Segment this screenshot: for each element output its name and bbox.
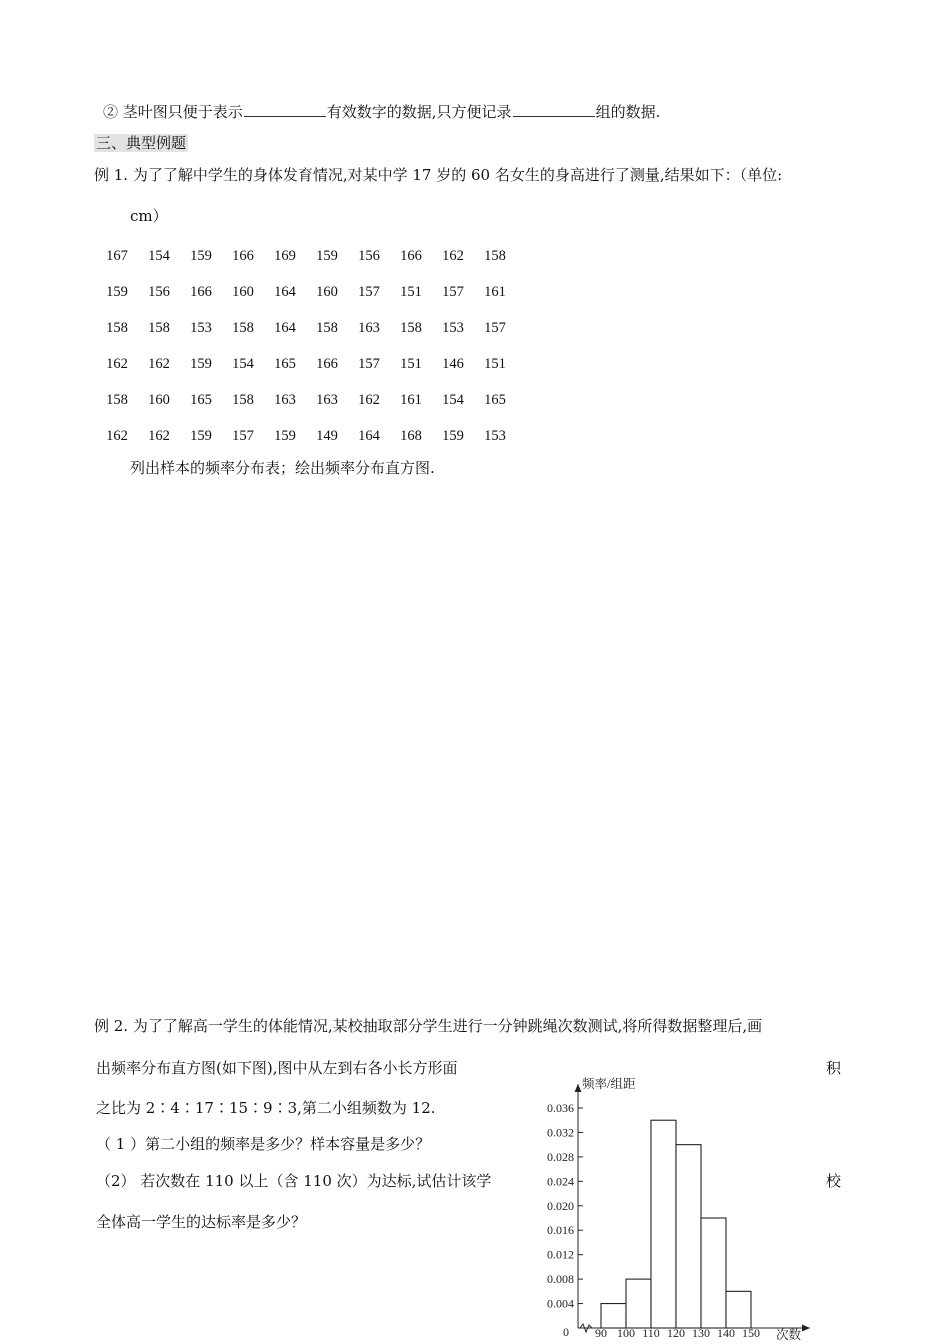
height-value: 161 xyxy=(484,283,506,300)
height-value: 159 xyxy=(316,247,338,264)
height-value: 166 xyxy=(400,247,422,264)
x-tick-label: 90 xyxy=(595,1326,607,1340)
height-value: 157 xyxy=(358,283,380,300)
height-data-row xyxy=(96,418,516,454)
answer-blank-2[interactable] xyxy=(513,102,595,117)
section-header-label: 三、典型例题 xyxy=(96,134,187,152)
height-value: 159 xyxy=(190,355,212,372)
height-data-row xyxy=(96,274,516,310)
height-data-row xyxy=(96,346,516,382)
height-value: 157 xyxy=(232,427,254,444)
height-value: 165 xyxy=(484,391,506,408)
height-data-row xyxy=(96,238,516,274)
height-value: 156 xyxy=(358,247,380,264)
height-data-row xyxy=(96,382,516,418)
y-tick-label: 0.032 xyxy=(547,1125,574,1140)
height-value: 166 xyxy=(190,283,212,300)
height-value: 159 xyxy=(442,427,464,444)
height-value: 165 xyxy=(274,355,296,372)
y-tick-label: 0.020 xyxy=(547,1198,574,1213)
height-value: 153 xyxy=(484,427,506,444)
x-tick-label: 130 xyxy=(692,1326,710,1340)
height-value: 158 xyxy=(400,319,422,336)
histogram-bar xyxy=(726,1291,751,1328)
height-value: 159 xyxy=(106,283,128,300)
histogram-bar xyxy=(626,1279,651,1328)
height-value: 158 xyxy=(148,319,170,336)
x-tick-label: 120 xyxy=(667,1326,685,1340)
histogram-bar xyxy=(601,1304,626,1328)
height-data-row xyxy=(96,310,516,346)
example1-unit: cm） xyxy=(130,207,168,225)
height-value: 159 xyxy=(190,247,212,264)
height-value: 153 xyxy=(190,319,212,336)
height-value: 158 xyxy=(484,247,506,264)
x-tick-label: 150 xyxy=(742,1326,760,1340)
example2-question1: （ 1 ）第二小组的频率是多少？样本容量是多少？ xyxy=(96,1135,431,1153)
height-value: 160 xyxy=(148,391,170,408)
height-value: 158 xyxy=(232,319,254,336)
height-value: 164 xyxy=(274,283,296,300)
height-value: 160 xyxy=(316,283,338,300)
height-value: 159 xyxy=(274,427,296,444)
x-tick-label: 140 xyxy=(717,1326,735,1340)
height-value: 162 xyxy=(106,427,128,444)
y-tick-label: 0.008 xyxy=(547,1272,574,1287)
y-tick-label: 0.028 xyxy=(547,1149,574,1164)
height-value: 165 xyxy=(190,391,212,408)
height-value: 163 xyxy=(316,391,338,408)
section-header xyxy=(94,133,188,153)
example1-task: 列出样本的频率分布表；绘出频率分布直方图. xyxy=(130,459,435,477)
height-value: 162 xyxy=(358,391,380,408)
height-data-table xyxy=(96,238,516,454)
answer-blank-1[interactable] xyxy=(244,102,326,117)
height-value: 164 xyxy=(274,319,296,336)
origin-label: 0 xyxy=(563,1325,569,1339)
example2-line3: 之比为 2∶4∶17∶15∶9∶3,第二小组频数为 12. xyxy=(96,1099,436,1117)
height-value: 154 xyxy=(148,247,170,264)
example2-line2b: 积 xyxy=(826,1059,842,1077)
height-value: 151 xyxy=(484,355,506,372)
x-axis-arrow xyxy=(802,1325,810,1332)
height-value: 162 xyxy=(442,247,464,264)
height-value: 158 xyxy=(106,391,128,408)
height-value: 154 xyxy=(442,391,464,408)
example2-line1: 例 2. 为了了解高一学生的体能情况,某校抽取部分学生进行一分钟跳绳次数测试,将所得数据整理后,画 xyxy=(94,1017,763,1035)
height-value: 163 xyxy=(358,319,380,336)
stem-leaf-note-part2: 有效数字的数据,只方便记录 xyxy=(326,103,512,121)
height-value: 168 xyxy=(400,427,422,444)
example2-line2a: 出频率分布直方图(如下图),图中从左到右各小长方形面 xyxy=(96,1059,458,1077)
example2-question2: （2） 若次数在 110 以上（含 110 次）为达标,试估计该学 xyxy=(96,1172,492,1190)
y-tick-label: 0.016 xyxy=(547,1223,574,1238)
frequency-histogram xyxy=(528,1076,818,1344)
height-value: 166 xyxy=(316,355,338,372)
example2-question2-cont: 全体高一学生的达标率是多少？ xyxy=(96,1213,307,1231)
height-value: 163 xyxy=(274,391,296,408)
height-value: 157 xyxy=(358,355,380,372)
histogram-bar xyxy=(676,1145,701,1328)
height-value: 159 xyxy=(190,427,212,444)
height-value: 160 xyxy=(232,283,254,300)
y-tick-label: 0.024 xyxy=(547,1174,574,1189)
y-tick-label: 0.012 xyxy=(547,1247,574,1262)
height-value: 164 xyxy=(358,427,380,444)
height-value: 157 xyxy=(442,283,464,300)
stem-leaf-note xyxy=(103,102,660,122)
example1-line1: 例 1. 为了了解中学生的身体发育情况,对某中学 17 岁的 60 名女生的身高进行了测量,结果如下：（单位: xyxy=(94,166,783,184)
height-value: 158 xyxy=(316,319,338,336)
height-value: 166 xyxy=(232,247,254,264)
x-tick-label: 100 xyxy=(617,1326,635,1340)
height-value: 149 xyxy=(316,427,338,444)
stem-leaf-note-part1: ② 茎叶图只便于表示 xyxy=(103,103,243,121)
y-tick-label: 0.004 xyxy=(547,1296,574,1311)
y-axis-arrow xyxy=(575,1084,582,1092)
height-value: 151 xyxy=(400,355,422,372)
height-value: 161 xyxy=(400,391,422,408)
height-value: 154 xyxy=(232,355,254,372)
y-tick-label: 0.036 xyxy=(547,1101,574,1115)
height-value: 162 xyxy=(148,355,170,372)
height-value: 146 xyxy=(442,355,464,372)
height-value: 158 xyxy=(106,319,128,336)
height-value: 156 xyxy=(148,283,170,300)
stem-leaf-note-part3: 组的数据. xyxy=(595,103,661,121)
height-value: 158 xyxy=(232,391,254,408)
height-value: 151 xyxy=(400,283,422,300)
height-value: 162 xyxy=(106,355,128,372)
histogram-bar xyxy=(701,1218,726,1328)
height-value: 157 xyxy=(484,319,506,336)
height-value: 153 xyxy=(442,319,464,336)
height-value: 169 xyxy=(274,247,296,264)
y-axis-label: 频率/组距 xyxy=(582,1077,636,1091)
x-tick-label: 110 xyxy=(642,1326,660,1340)
histogram-bar xyxy=(651,1120,676,1328)
example2-question2-end: 校 xyxy=(826,1172,842,1190)
height-value: 167 xyxy=(106,247,128,264)
x-axis-label: 次数 xyxy=(776,1328,802,1342)
height-value: 162 xyxy=(148,427,170,444)
